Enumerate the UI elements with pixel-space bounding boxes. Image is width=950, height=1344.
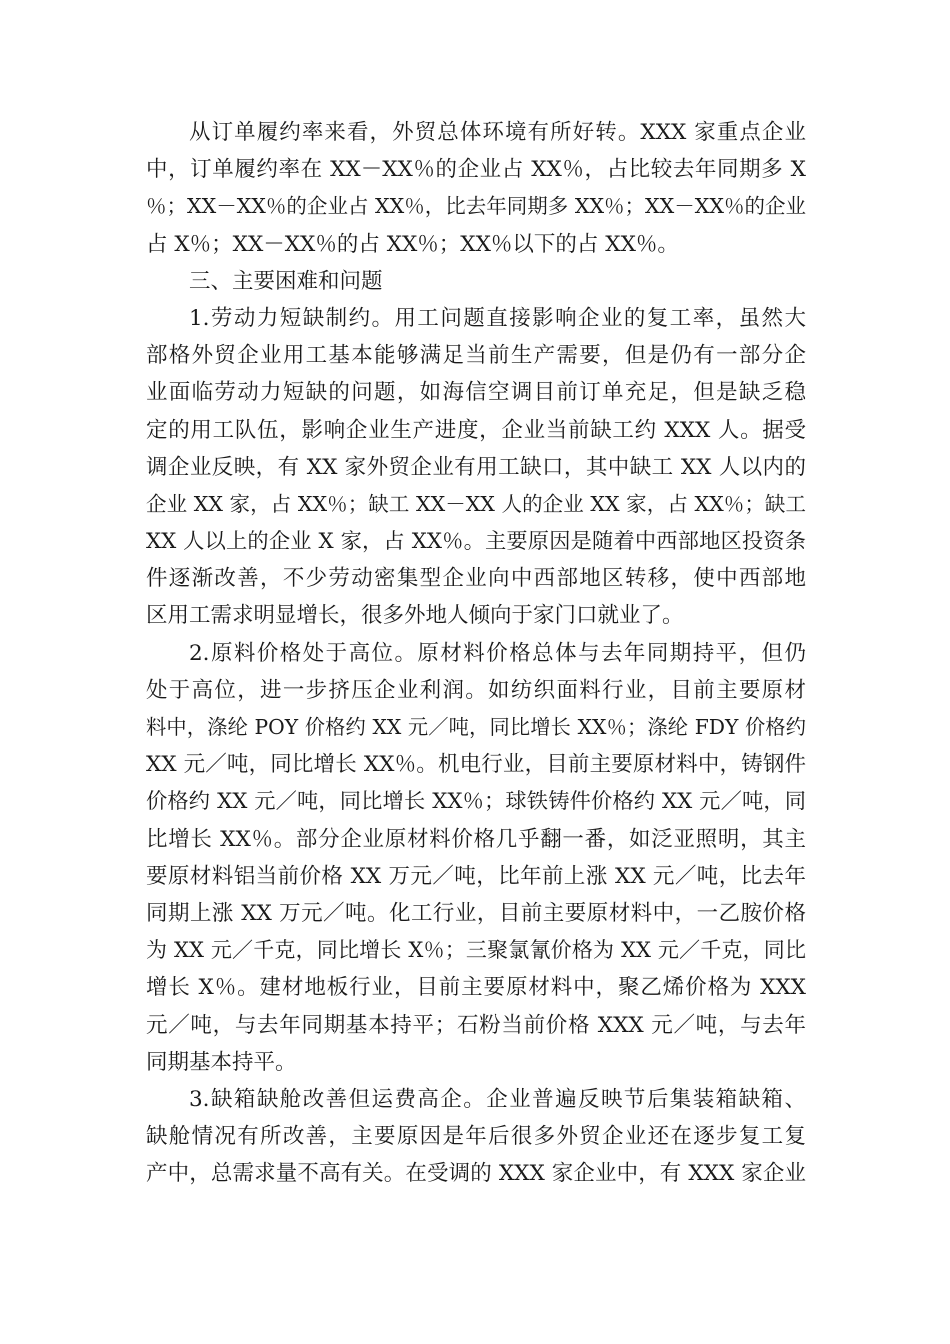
paragraph-labor-shortage [146, 300, 806, 635]
text-line: 处于高位，进一步挤压企业利润。如纺织面料行业，目前主要原材 [146, 677, 806, 703]
heading-text: 三、主要困难和问题 [189, 268, 383, 294]
paragraph-order-fulfillment [146, 114, 806, 263]
text-line: 同期上涨 XX 万元／吨。化工行业，目前主要原材料中，一乙胺价格 [146, 900, 806, 926]
text-line: ％；XX－XX％的企业占 XX％，比去年同期多 XX％；XX－XX％的企业 [146, 194, 806, 219]
text-line: 中，订单履约率在 XX－XX％的企业占 XX％，占比较去年同期多 X [146, 157, 806, 183]
text-line: 3.缺箱缺舱改善但运费高企。企业普遍反映节后集装箱缺箱、 [189, 1086, 806, 1112]
text-line: 价格约 XX 元／吨，同比增长 XX％；球铁铸件价格约 XX 元／吨，同 [146, 789, 806, 815]
text-line: 增长 X％。建材地板行业，目前主要原材料中，聚乙烯价格为 XXX [146, 975, 806, 1001]
text-line: XX 人以上的企业 X 家，占 XX％。主要原因是随着中西部地区投资条 [146, 529, 806, 555]
text-line: 件逐渐改善，不少劳动密集型企业向中西部地区转移，使中西部地 [146, 566, 806, 592]
text-line: 业面临劳动力短缺的问题，如海信空调目前订单充足，但是缺乏稳 [146, 380, 806, 406]
text-line: 部格外贸企业用工基本能够满足当前生产需要，但是仍有一部分企 [146, 343, 806, 369]
paragraph-raw-material-prices [146, 635, 806, 1081]
text-line: 定的用工队伍，影响企业生产进度，企业当前缺工约 XXX 人。据受 [146, 417, 806, 443]
paragraph-container-shortage [146, 1081, 806, 1193]
text-line: 比增长 XX％。部分企业原材料价格几乎翻一番，如泛亚照明，其主 [146, 826, 806, 852]
text-line: 要原材料铝当前价格 XX 万元／吨，比年前上涨 XX 元／吨，比去年 [146, 863, 806, 889]
text-line: 缺舱情况有所改善，主要原因是年后很多外贸企业还在逐步复工复 [146, 1124, 806, 1150]
text-line: 企业 XX 家，占 XX％；缺工 XX－XX 人的企业 XX 家，占 XX％；缺工 [146, 491, 806, 516]
text-line: 料中，涤纶 POY 价格约 XX 元／吨，同比增长 XX％；涤纶 FDY 价格约 [146, 715, 806, 739]
text-line: 调企业反映，有 XX 家外贸企业有用工缺口，其中缺工 XX 人以内的 [146, 454, 806, 480]
text-line: 同期基本持平。 [146, 1049, 297, 1075]
section-heading [146, 263, 806, 300]
text-line: XX 元／吨，同比增长 XX％。机电行业，目前主要原材料中，铸钢件 [146, 752, 806, 778]
text-line: 占 X％；XX－XX％的占 XX％；XX％以下的占 XX％。 [146, 231, 679, 257]
text-line: 产中，总需求量不高有关。在受调的 XXX 家企业中，有 XXX 家企业 [146, 1161, 806, 1187]
text-line: 1.劳动力短缺制约。用工问题直接影响企业的复工率，虽然大 [189, 305, 806, 331]
text-line: 从订单履约率来看，外贸总体环境有所好转。XXX 家重点企业 [189, 120, 806, 145]
text-line: 区用工需求明显增长，很多外地人倾向于家门口就业了。 [146, 603, 684, 629]
document-body [146, 114, 806, 1192]
text-line: 元／吨，与去年同期基本持平；石粉当前价格 XXX 元／吨，与去年 [146, 1012, 806, 1038]
text-line: 2.原料价格处于高位。原材料价格总体与去年同期持平，但仍 [189, 640, 806, 666]
text-line: 为 XX 元／千克，同比增长 X％；三聚氯氰价格为 XX 元／千克，同比 [146, 938, 806, 963]
